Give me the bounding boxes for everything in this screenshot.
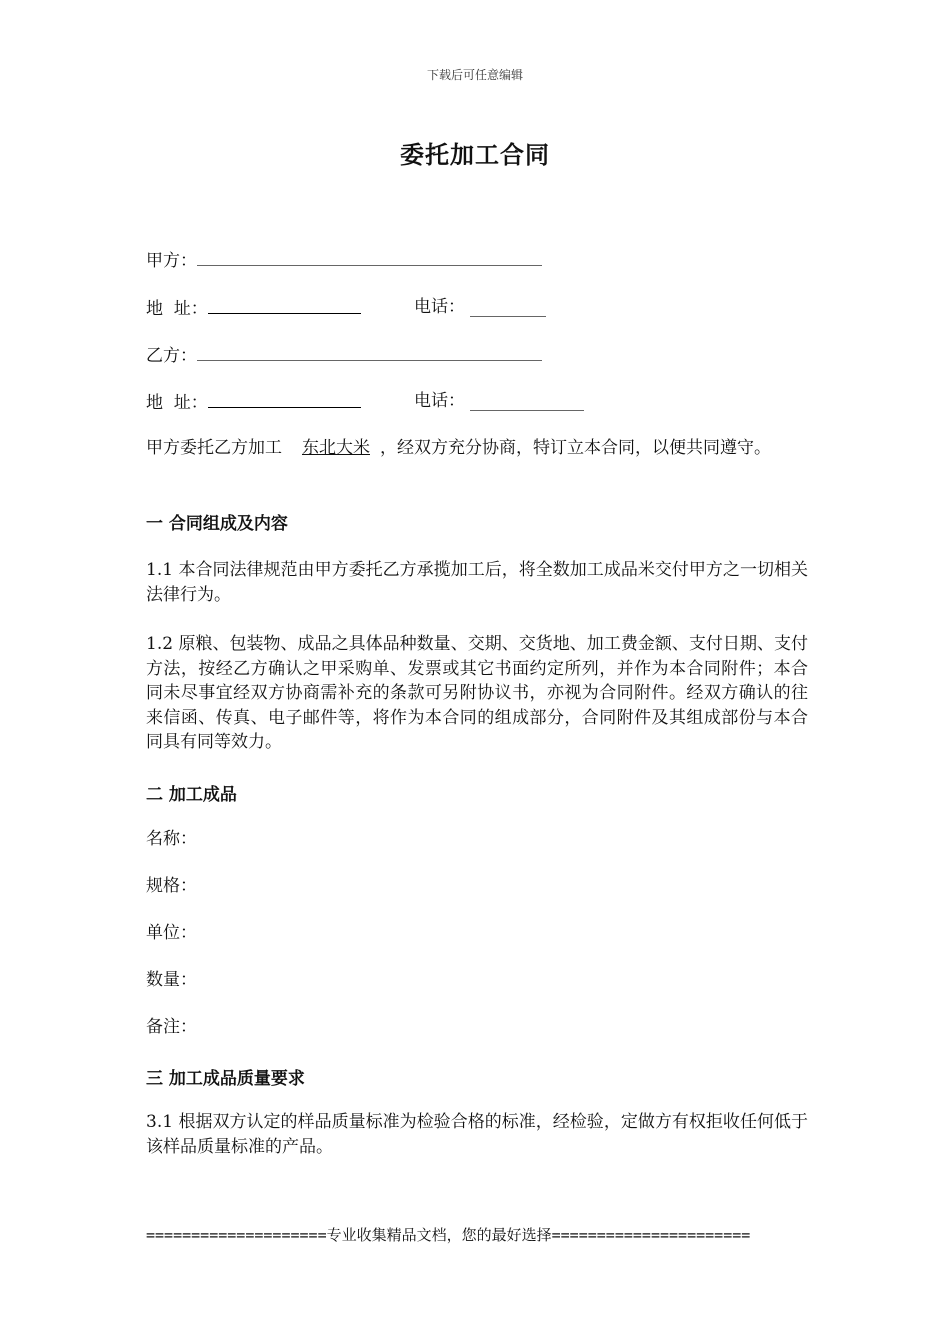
intro-suffix: ，经双方充分协商，特订立本合同，以便共同遵守。 [380,438,771,458]
party-a-line [146,247,542,273]
intro-paragraph [146,436,808,461]
party-b-address-line [146,389,606,415]
product-name: 东北大米 [302,438,370,458]
phone-b-label: 电话： [414,391,465,411]
field-name-label: 名称： [146,829,197,849]
footer-banner: ====================专业收集精品文档，您的最好选择====================== [146,1226,751,1244]
party-b-blank[interactable] [197,342,542,361]
phone-a-blank[interactable] [470,298,546,317]
address-b-blank[interactable] [208,389,361,408]
party-a-blank[interactable] [197,247,542,266]
field-remarks-label: 备注： [146,1017,197,1037]
phone-b-blank[interactable] [470,392,584,411]
section-1-heading: 一 合同组成及内容 [146,514,288,534]
party-b-label: 乙方： [146,346,197,366]
section-1-clause-1: 1.1 本合同法律规范由甲方委托乙方承揽加工后，将全数加工成品米交付甲方之一切相关法律行为。 [146,560,808,605]
address-b-label: 地 址： [146,393,208,413]
party-b-line [146,342,542,368]
address-a-label: 地 址： [146,299,208,319]
header-note: 下载后可任意编辑 [426,68,523,82]
section-3-heading: 三 加工成品质量要求 [146,1069,305,1089]
section-2-heading: 二 加工成品 [146,785,237,805]
field-quantity-label: 数量： [146,970,197,990]
field-spec-label: 规格： [146,876,197,896]
section-3-clause-1: 3.1 根据双方认定的样品质量标准为检验合格的标准，经检验，定做方有权拒收任何低于该样品质量标准的产品。 [146,1112,808,1157]
phone-a-label: 电话： [414,297,465,317]
document-title: 委托加工合同 [400,141,550,169]
section-1-clause-2: 1.2 原粮、包装物、成品之具体品种数量、交期、交货地、加工费金额、支付日期、支付方法，按经乙方确认之甲采购单、发票或其它书面约定所列，并作为本合同附件；本合同未尽事宜经双方协商需补充的条款可另附协议书，亦视为合同附件。经双方确认的往来信函、传真、电子邮件等，将作为本合同的组成部分，合同附件及其组成部份与本合同具有同等效力。 [146,634,808,752]
address-a-blank[interactable] [208,295,361,314]
field-unit-label: 单位： [146,923,197,943]
intro-prefix: 甲方委托乙方加工 [146,438,282,458]
party-a-address-line [146,295,566,321]
party-a-label: 甲方： [146,251,197,271]
